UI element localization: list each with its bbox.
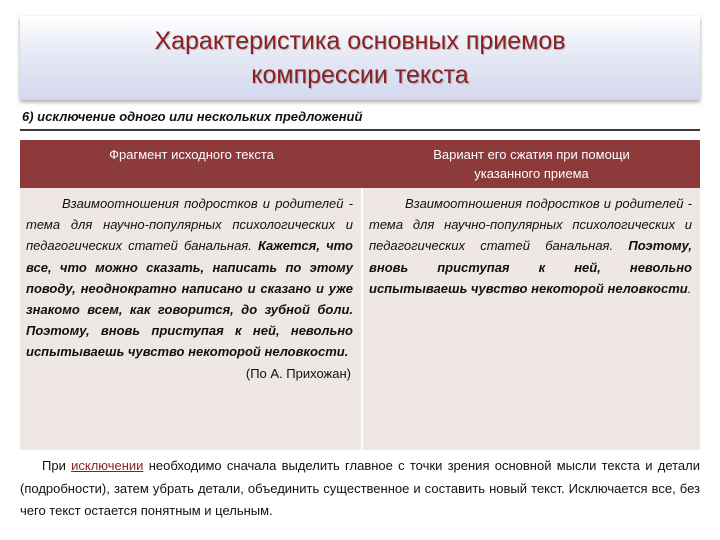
source-text-cell [20, 188, 363, 450]
compressed-text-kept: Поэтому, вновь приступая к ней, невольно испытываешь чувство некоторой неловкости [369, 238, 692, 296]
compressed-text [369, 193, 692, 299]
slide-subtitle: 6) исключение одного или нескольких предложений [22, 109, 363, 124]
slide-title-line1: Характеристика основных приемов [154, 27, 566, 55]
header-right-line1: Вариант его сжатия при помощи [433, 147, 630, 162]
slide-title-line2: компрессии текста [251, 61, 469, 89]
compressed-text-end: . [687, 280, 692, 296]
header-compressed-variant [363, 140, 700, 188]
source-attribution: (По А. Прихожан) [245, 365, 351, 381]
header-source-fragment: Фрагмент исходного текста [109, 147, 274, 162]
footer-part1: При [42, 458, 72, 473]
slide-title [154, 24, 565, 92]
footer-part2: необходимо сначала выделить главное с точки зрения основной мысли текста и детали (подробности), затем убрать детали, объединить существенное и составить новый текст. Исключается все, без чего текст остается понятным и цельным. [20, 458, 701, 518]
table-header-row [20, 140, 700, 188]
footer-highlight: исключении [71, 458, 144, 473]
source-text-excluded: Кажется, что все, что можно сказать, написать по этому поводу, неоднократно написано и сказано и уже знакомо всем, как говорится, до зубной боли. Поэтому, вновь приступая к ней, невольно испытываешь чувство некоторой неловкости. [26, 238, 353, 360]
title-band [20, 16, 700, 100]
subtitle-divider [20, 129, 700, 131]
compressed-text-regular: Взаимоотношения подростков и родителей - тема для научно-популярных психологических и педагогических статей банальная. [369, 196, 692, 254]
source-text [26, 193, 353, 363]
compressed-text-cell [363, 188, 700, 450]
source-text-regular: Взаимоотношения подростков и родителей - тема для научно-популярных психологических и педагогических статей банальная. [26, 196, 353, 254]
table-body-row [20, 188, 700, 450]
header-right-line2: указанного приема [474, 166, 589, 181]
footer-explanation [20, 455, 700, 523]
